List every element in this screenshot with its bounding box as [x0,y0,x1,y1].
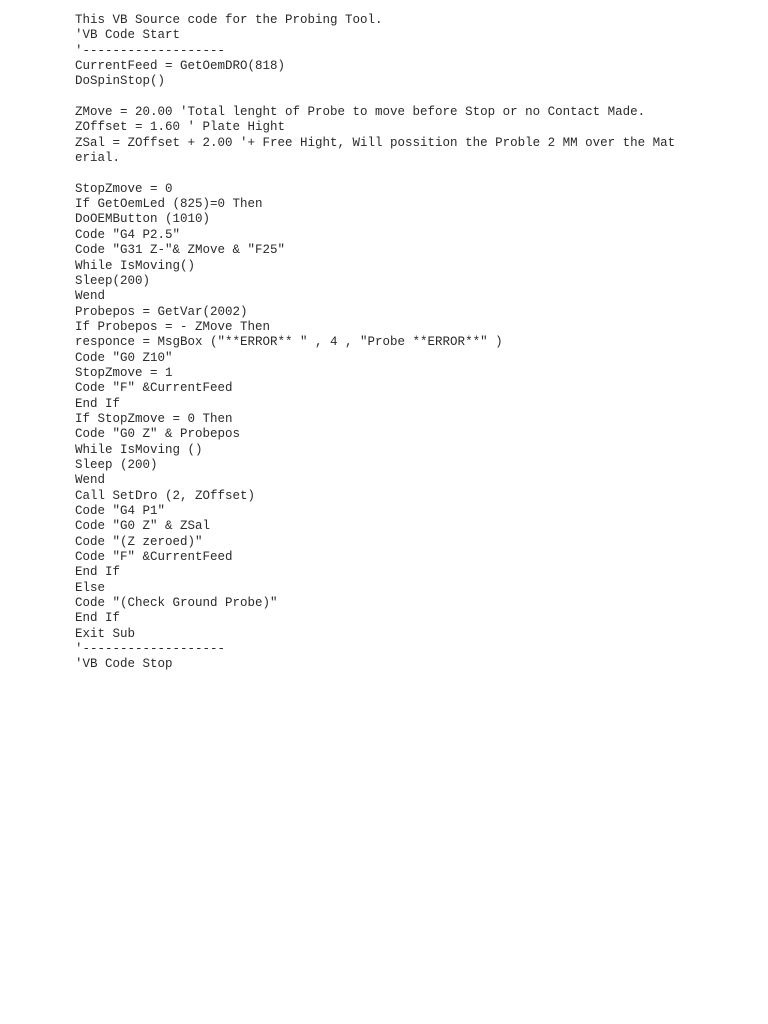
code-line: 'VB Code Start [75,28,181,43]
code-line: Else [75,580,106,595]
code-line: Code "G0 Z" & ZSal [75,519,211,534]
code-line: responce = MsgBox ("**ERROR** " , 4 , "Probe **ERROR**" ) [75,335,503,350]
code-line: End If [75,611,121,626]
code-line: End If [75,396,121,411]
code-line: StopZmove = 0 [75,181,173,196]
code-line: Exit Sub [75,626,136,641]
code-line: Sleep (200) [75,457,158,472]
code-line: DoSpinStop() [75,74,166,89]
code-line: '------------------- [75,43,226,58]
code-line: DoOEMButton (1010) [75,212,211,227]
blank-line [75,166,685,181]
code-line: Code "G0 Z" & Probepos [75,427,241,442]
code-line: StopZmove = 1 [75,365,173,380]
code-line: Code "G4 P2.5" [75,227,181,242]
code-line: Code "G31 Z-"& ZMove & "F25" [75,243,286,258]
blank-line [75,90,685,105]
code-line: ZSal = ZOffset + 2.00 '+ Free Hight, Will possition the Proble 2 MM over the Mat [75,135,676,150]
code-line: While IsMoving() [75,258,196,273]
code-line: This VB Source code for the Probing Tool. [75,13,383,27]
code-line: Code "G0 Z10" [75,350,173,365]
code-line: Code "(Check Ground Probe)" [75,596,278,611]
code-line: Sleep(200) [75,273,151,288]
code-line: Code "F" &CurrentFeed [75,550,233,565]
code-line: erial. [75,151,121,166]
code-line: Code "(Z zeroed)" [75,534,203,549]
code-line: Wend [75,289,106,304]
code-line: If StopZmove = 0 Then [75,411,233,426]
code-line: End If [75,565,121,580]
code-line: ZOffset = 1.60 ' Plate Hight [75,120,286,135]
vb-source-code-block [75,13,685,673]
code-line: ZMove = 20.00 'Total lenght of Probe to move before Stop or no Contact Made. [75,105,646,120]
code-line: '------------------- [75,642,226,657]
code-line: CurrentFeed = GetOemDRO(818) [75,59,286,74]
code-line: If Probepos = - ZMove Then [75,319,271,334]
code-line: Probepos = GetVar(2002) [75,304,248,319]
code-line: Code "G4 P1" [75,504,166,518]
code-line: While IsMoving () [75,442,203,457]
code-line: Code "F" &CurrentFeed [75,381,233,396]
code-line: Call SetDro (2, ZOffset) [75,488,256,503]
code-line: 'VB Code Stop [75,657,173,672]
code-line: If GetOemLed (825)=0 Then [75,197,263,212]
code-line: Wend [75,473,106,488]
